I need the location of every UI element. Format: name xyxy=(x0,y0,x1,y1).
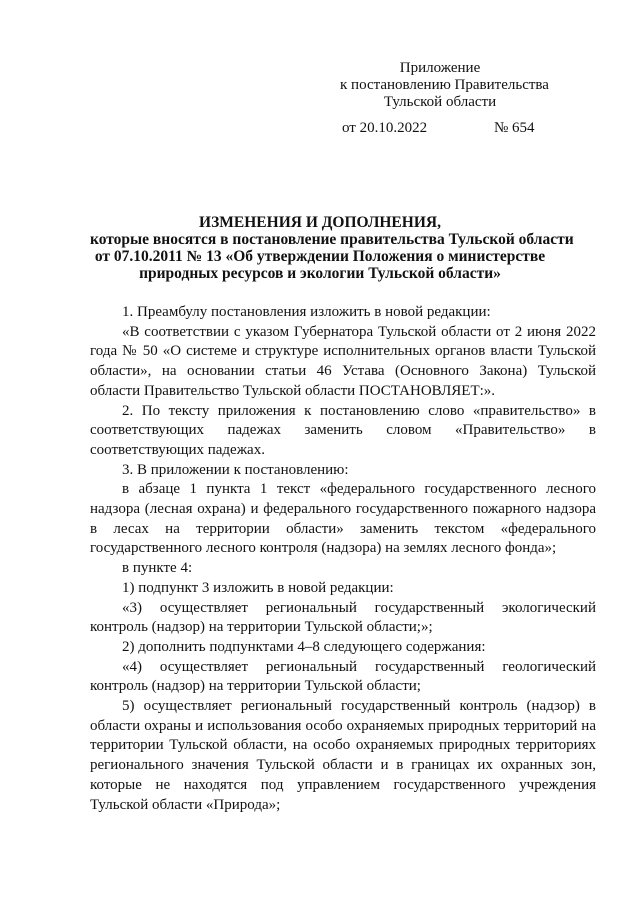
paragraph: в пункте 4: xyxy=(122,560,193,577)
document-number: № 654 xyxy=(494,120,535,136)
paragraph: 1) подпункт 3 изложить в новой редакции: xyxy=(122,579,394,596)
paragraph: «4) осуществляет региональный государственный геологический контроль (надзор) на территории Тульской области; xyxy=(90,658,596,695)
paragraph: 5) осуществляет региональный государственный контроль (надзор) в области охраны и использования особо охраняемых природных территорий на территории Тульской области, на особо охраняемых природных территориях регионального значения Тульской области и в границах их охранных зон, которые не находятся под управлением государственного учреждения Тульской области «Природа»; xyxy=(90,698,596,813)
paragraph: 1. Преамбулу постановления изложить в новой редакции: xyxy=(122,304,491,320)
appendix-line-1: Приложение xyxy=(399,60,481,76)
paragraph: 2. По тексту приложения к постановлению слово «правительство» в соответствующих падежах заменить словом «Правительство» в соответствующих падежах. xyxy=(90,402,596,458)
appendix-line-2: к постановлению Правительства xyxy=(340,77,549,93)
appendix-header xyxy=(340,60,549,111)
appendix-line-3: Тульской области xyxy=(383,94,497,110)
title-line-2: которые вносятся в постановление правительства Тульской области xyxy=(90,231,574,248)
paragraph: 2) дополнить подпунктами 4–8 следующего содержания: xyxy=(122,638,486,655)
document-date: от 20.10.2022 xyxy=(342,120,428,136)
paragraph: в абзаце 1 пункта 1 текст «федерального государственного лесного надзора (лесная охрана) и федерального государственного пожарного надзора в лесах на территории области» заменить текстом «федерального государственного лесного контроля (надзора) на землях лесного фонда»; xyxy=(90,481,596,557)
document-title xyxy=(90,214,574,282)
title-heading: ИЗМЕНЕНИЯ И ДОПОЛНЕНИЯ, xyxy=(199,214,441,231)
title-line-3: от 07.10.2011 № 13 «Об утверждении Положения о министерстве xyxy=(94,248,546,265)
document-body xyxy=(90,303,596,815)
title-line-4: природных ресурсов и экологии Тульской области» xyxy=(139,265,501,282)
paragraph: «3) осуществляет региональный государственный экологический контроль (надзор) на территории Тульской области;»; xyxy=(90,599,596,636)
paragraph: 3. В приложении к постановлению: xyxy=(122,461,349,478)
paragraph: «В соответствии с указом Губернатора Тульской области от 2 июня 2022 года № 50 «О системе и структуре исполнительных органов власти Тульской области», на основании статьи 46 Устава (Основного Закона) Тульской области Правительство Тульской области ПОСТАНОВЛЯЕТ:». xyxy=(90,323,596,399)
